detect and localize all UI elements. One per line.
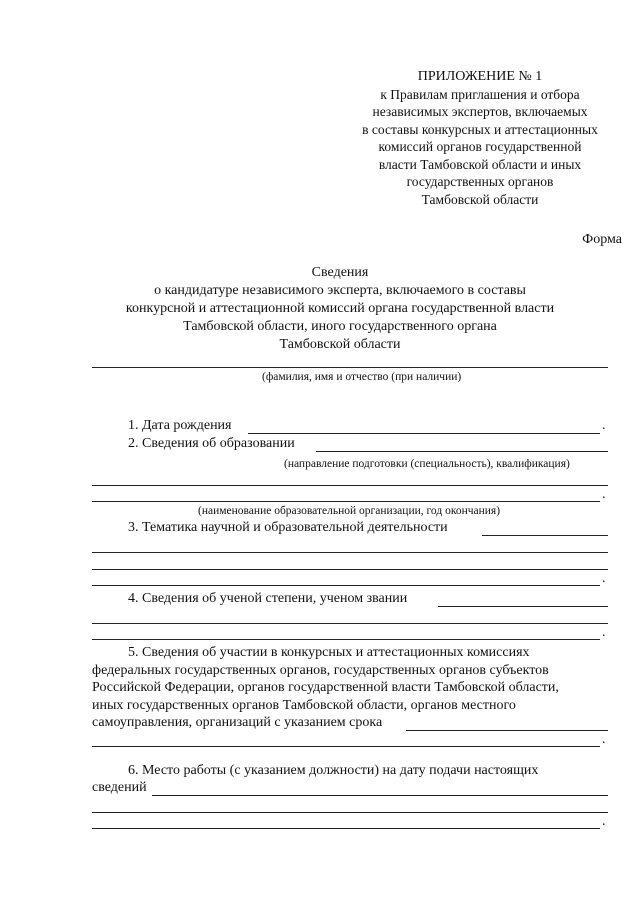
commissions-text: федеральных государственных органов, государственных органов субъектов [92,662,549,678]
title-line: о кандидатуре независимого эксперта, включаемого в составы [154,283,526,298]
period: . [602,732,606,747]
workplace-field[interactable] [152,795,608,796]
title-line: Тамбовской области [279,337,401,352]
appendix-line: государственных органов [406,174,554,189]
appendix-line: Тамбовской области [421,191,539,207]
appendix-line: независимых экспертов, включаемых [372,104,588,119]
birth-date-field[interactable] [248,433,600,434]
appendix-title: ПРИЛОЖЕНИЕ № 1 [417,69,543,84]
research-topic-field[interactable] [482,535,608,536]
period: . [602,814,606,829]
degree-field-2[interactable] [92,623,608,624]
education-label: 2. Сведения об образовании [128,436,295,451]
form-label: Форма [582,232,622,247]
appendix-line: к Правилам приглашения и отбора [380,86,580,102]
research-topic-field-4[interactable] [92,585,600,586]
workplace-field-3[interactable] [92,828,600,829]
degree-field[interactable] [438,606,608,607]
title-line: Тамбовской области, иного государственного органа [183,319,497,334]
title-line: конкурсной и аттестационной комиссий органа государственной власти [125,301,555,316]
workplace-text: 6. Место работы (с указанием должности) на дату подачи настоящих [128,763,539,778]
appendix-line: комиссий органов государственной [378,139,582,154]
commissions-field[interactable] [406,730,608,731]
specialty-caption: (направление подготовки (специальность), квалификация) [284,458,570,470]
document-title [90,264,590,354]
research-topic-label: 3. Тематика научной и образовательной деятельности [128,520,448,535]
period: . [602,487,606,502]
education-field-2[interactable] [92,485,608,486]
appendix-line: власти Тамбовской области и иных [378,156,582,172]
title-line: Сведения [311,265,369,280]
workplace-text-last: сведений [92,780,147,795]
commissions-text-last: самоуправления, организаций с указанием срока [92,715,383,730]
workplace-field-2[interactable] [92,812,608,813]
fio-caption: (фамилия, имя и отчество (при наличии) [262,371,462,383]
commissions-field-2[interactable] [92,746,600,747]
birth-date-label: 1. Дата рождения [128,418,232,433]
degree-label: 4. Сведения об ученой степени, ученом звании [128,591,408,606]
commissions-text: 5. Сведения об участии в конкурсных и аттестационных комиссиях [128,645,530,660]
education-field-3[interactable] [92,501,600,502]
commissions-paragraph [92,644,607,714]
institution-caption: (наименование образовательной организации, год окончания) [198,505,501,517]
fio-field[interactable] [92,367,608,368]
education-field[interactable] [316,451,608,452]
commissions-text: Российской Федерации, органов государственной власти Тамбовской области, [92,680,559,696]
research-topic-field-2[interactable] [92,552,608,553]
appendix-header [330,68,630,208]
workplace-paragraph [92,762,607,780]
period: . [602,571,606,586]
period: . [602,418,606,433]
period: . [602,625,606,640]
commissions-text: иных государственных органов Тамбовской области, органов местного [92,697,516,713]
degree-field-3[interactable] [92,639,600,640]
research-topic-field-3[interactable] [92,569,608,570]
appendix-line: в составы конкурсных и аттестационных [362,121,598,137]
